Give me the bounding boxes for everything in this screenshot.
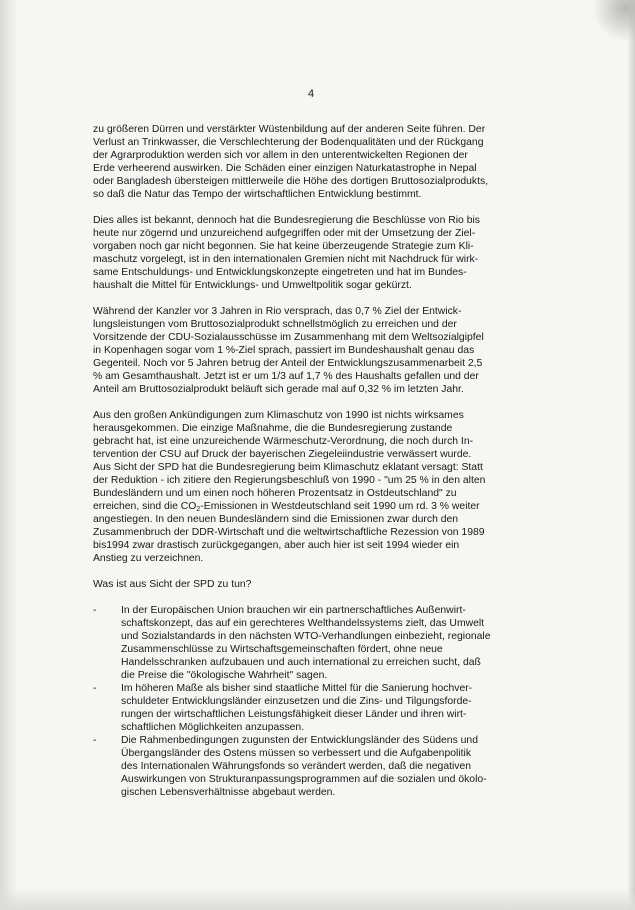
scan-edge-right	[627, 0, 635, 910]
text-line: so daß die Natur das Tempo der wirtschaftlichen Entwicklung bestimmt.	[93, 189, 422, 200]
text-line: schuldeter Entwicklungsländer einzusetzen und die Zins- und Tilgungsforde-	[121, 696, 472, 707]
text-line: zu größeren Dürren und verstärkter Wüstenbildung auf der anderen Seite führen. Der	[93, 124, 486, 135]
text-line: Zusammenbruch der DDR-Wirtschaft und die weltwirtschaftliche Rezession von 1989	[93, 527, 485, 538]
text-line: Bundesländern und um einen noch höheren Prozentsatz in Ostdeutschland" zu	[93, 488, 457, 499]
paragraph-climate-protection	[93, 409, 533, 565]
text-line: die Preise die "ökologische Wahrheit" sagen.	[121, 670, 328, 681]
scan-edge-left	[0, 0, 18, 910]
list-item	[93, 604, 533, 682]
text-line: vorgaben noch gar nicht begonnen. Sie hat keine überzeugende Strategie zum Kli-	[93, 241, 474, 252]
text-line: der Reduktion - ich zitiere den Regierungsbeschluß von 1990 - "um 25 % in den alten	[93, 475, 486, 486]
text-line: Verlust an Trinkwasser, die Verschlechterung der Bodenqualitäten und der Rückgang	[93, 137, 484, 148]
text-line: Dies alles ist bekannt, dennoch hat die Bundesregierung die Beschlüsse von Rio bis	[93, 215, 481, 226]
scan-corner-mark	[590, 0, 635, 40]
text-line: tervention der CSU auf Druck der bayerischen Ziegeleiindustrie verwässert wurde.	[93, 449, 472, 460]
bullet-dash: -	[93, 735, 97, 746]
text-line: Aus Sicht der SPD hat die Bundesregierung beim Klimaschutz eklatant versagt: Statt	[93, 462, 483, 473]
text-line: Im höheren Maße als bisher sind staatliche Mittel für die Sanierung hochver-	[121, 683, 473, 694]
paragraph-rio-decisions	[93, 214, 533, 292]
text-line: rungen der wirtschaftlichen Leistungsfähigkeit dieser Länder und ihren wirt-	[121, 709, 467, 720]
question-heading: Was ist aus Sicht der SPD zu tun?	[93, 579, 252, 590]
text-line: Aus den großen Ankündigungen zum Klimaschutz von 1990 ist nichts wirksames	[93, 410, 464, 421]
list-item	[93, 682, 533, 734]
action-list	[93, 604, 533, 799]
text-line: % am Gesamthaushalt. Jetzt ist er um 1/3 auf 1,7 % des Haushalts gefallen und der	[93, 371, 479, 382]
text-line: herausgekommen. Die einzige Maßnahme, die die Bundesregierung zustande	[93, 423, 453, 434]
body-text	[93, 123, 533, 799]
text-line: Auswirkungen von Strukturanpassungsprogrammen auf die sozialen und ökolo-	[121, 774, 487, 785]
text-line: und Sozialstandards in den nächsten WTO-Verhandlungen einbezieht, regionale	[121, 631, 491, 642]
text-line: haushalt die Mittel für Entwicklungs- und Umweltpolitik sogar gekürzt.	[93, 280, 412, 291]
page-number: 4	[307, 88, 315, 100]
text-line: gischen Lebensverhältnisse abgebaut werden.	[121, 787, 336, 798]
text-line: In der Europäischen Union brauchen wir ein partnerschaftliches Außenwirt-	[121, 605, 466, 616]
text-line: heute nur zögernd und unzureichend aufgegriffen oder mit der Umsetzung der Ziel-	[93, 228, 476, 239]
bullet-dash: -	[93, 605, 97, 616]
scan-edge-bottom	[0, 888, 635, 910]
text-line: in Kopenhagen sogar vom 1 %-Ziel sprach, passiert im Bundeshaushalt genau das	[93, 345, 475, 356]
text-line: Die Rahmenbedingungen zugunsten der Entwicklungsländer des Südens und	[121, 735, 478, 746]
co2-subscript: 2	[196, 506, 201, 513]
text-line: same Entschuldungs- und Entwicklungskonzepte eingetreten und hat im Bundes-	[93, 267, 467, 278]
bullet-dash: -	[93, 683, 97, 694]
text-line: schaftlichen Möglichkeiten anzupassen.	[121, 722, 305, 733]
text-line: bis1994 zwar drastisch zurückgegangen, aber auch hier ist seit 1994 wieder ein	[93, 540, 460, 551]
text-line: maschutz vorgelegt, ist in den internationalen Gremien nicht mit Nachdruck für wirk-	[93, 254, 479, 265]
co2-prefix: erreichen, sind die CO	[93, 501, 197, 512]
text-line: Zusammenschlüsse zu Wirtschaftsgemeinschaften fördert, ohne neue	[121, 644, 443, 655]
co2-line	[93, 501, 480, 512]
text-line: der Agrarproduktion werden sich vor allem in den unterentwickelten Regionen der	[93, 150, 468, 161]
text-line: Handelsschranken aufzubauen und auch international zu erreichen sucht, daß	[121, 657, 481, 668]
text-line: gebracht hat, ist eine unzureichende Wärmeschutz-Verordnung, die noch durch In-	[93, 436, 474, 447]
text-line: Während der Kanzler vor 3 Jahren in Rio versprach, das 0,7 % Ziel der Entwick-	[93, 306, 462, 317]
text-line: schaftskonzept, das auf ein gerechteres Welthandelssystems zielt, das Umwelt	[121, 618, 485, 629]
paragraph-drought	[93, 123, 533, 201]
co2-suffix: -Emissionen in Westdeutschland seit 1990 um rd. 3 % weiter	[200, 501, 480, 512]
text-line: Anstieg zu verzeichnen.	[93, 553, 204, 564]
text-line: Anteil am Bruttosozialprodukt beläuft sich gerade mal auf 0,32 % im letzten Jahr.	[93, 384, 464, 395]
text-line: Übergangsländer des Ostens müssen so verbessert und die Aufgabenpolitik	[121, 748, 472, 759]
text-line: des Internationalen Währungsfonds so verändert werden, daß die negativen	[121, 761, 472, 772]
text-line: Erde verheerend auswirken. Die Schäden einer einzigen Naturkatastrophe in Nepal	[93, 163, 477, 174]
paragraph-development-aid	[93, 305, 533, 396]
text-line: Vorsitzende der CDU-Sozialausschüsse im Zusammenhang mit dem Weltsozialgipfel	[93, 332, 484, 343]
text-line: angestiegen. In den neuen Bundesländern sind die Emissionen zwar durch den	[93, 514, 459, 525]
text-line: lungsleistungen vom Bruttosozialprodukt schnellstmöglich zu erreichen und der	[93, 319, 457, 330]
text-line: Gegenteil. Noch vor 5 Jahren betrug der Anteil der Entwicklungszusammenarbeit 2,5	[93, 358, 483, 369]
list-item	[93, 734, 533, 799]
text-line: oder Bangladesh übersteigen mittlerweile die Höhe des dortigen Bruttosozialprodukts,	[93, 176, 489, 187]
